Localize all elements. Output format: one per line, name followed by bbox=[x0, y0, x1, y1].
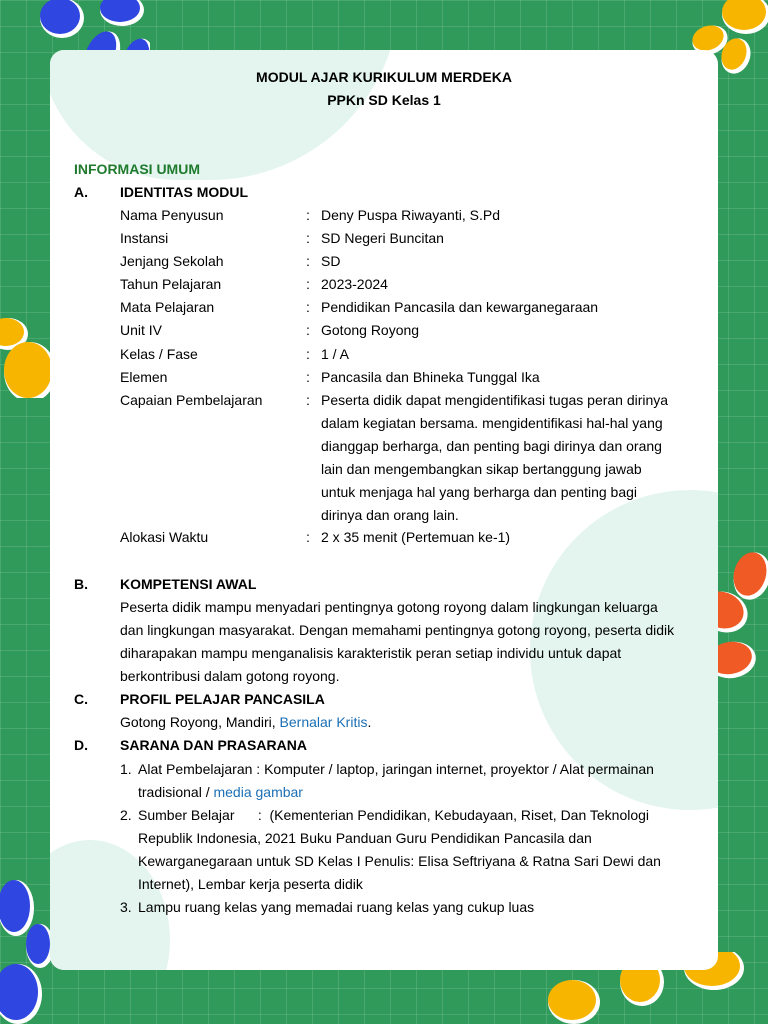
row-value-line: untuk menjaga hal yang berharga dan penting bagi bbox=[321, 484, 638, 500]
bernalar-kritis-link[interactable]: Bernalar Kritis bbox=[279, 714, 368, 730]
row-label: Tahun Pelajaran bbox=[120, 276, 222, 292]
document-title: MODUL AJAR KURIKULUM MERDEKA bbox=[256, 69, 512, 85]
section-b-title: KOMPETENSI AWAL bbox=[120, 576, 257, 592]
row-label: Nama Penyusun bbox=[120, 207, 224, 223]
row-value: 2 x 35 menit (Pertemuan ke-1) bbox=[321, 529, 511, 545]
row-colon: : bbox=[306, 322, 310, 338]
row-value: 2023-2024 bbox=[321, 276, 388, 292]
row-colon: : bbox=[306, 369, 310, 385]
document-subtitle: PPKn SD Kelas 1 bbox=[327, 92, 441, 108]
list-number: 3. bbox=[120, 899, 132, 915]
list-line: Alat Pembelajaran : Komputer / laptop, jaringan internet, proyektor / Alat permainan bbox=[138, 761, 654, 777]
list-line: Kewarganegaraan untuk SD Kelas I Penulis: Elisa Seftriyana & Ratna Sari Dewi dan bbox=[138, 853, 661, 869]
row-colon: : bbox=[306, 207, 310, 223]
row-colon: : bbox=[306, 392, 310, 408]
row-value: Deny Puspa Riwayanti, S.Pd bbox=[321, 207, 500, 223]
row-value: 1 / A bbox=[321, 346, 350, 362]
row-colon: : bbox=[306, 276, 310, 292]
profil-text bbox=[120, 714, 371, 730]
row-label: Instansi bbox=[120, 230, 169, 246]
document-content bbox=[50, 50, 718, 970]
profil-end: . bbox=[367, 714, 372, 730]
row-colon: : bbox=[306, 299, 310, 315]
row-value: Pancasila dan Bhineka Tunggal Ika bbox=[321, 369, 540, 385]
row-value-line: dirinya dan orang lain. bbox=[321, 507, 459, 523]
row-value: Pendidikan Pancasila dan kewarganegaraan bbox=[321, 299, 599, 315]
paragraph-line: Peserta didik mampu menyadari pentingnya gotong royong dalam lingkungan keluarga bbox=[120, 599, 658, 615]
row-value-line: dianggap berharga, dan penting bagi dirinya dan orang bbox=[321, 438, 662, 454]
section-c-title: PROFIL PELAJAR PANCASILA bbox=[120, 691, 325, 707]
paragraph-line: diharapakan mampu menganalisis karakteristik peran setiap individu untuk dapat bbox=[120, 645, 622, 661]
row-value: SD bbox=[321, 253, 341, 269]
list-line: Lampu ruang kelas yang memadai ruang kelas yang cukup luas bbox=[138, 899, 535, 915]
row-value-line: lain dan mengembangkan sikap bertanggung jawab bbox=[321, 461, 642, 477]
list-line: Sumber Belajar : (Kementerian Pendidikan, Kebudayaan, Riset, Dan Teknologi bbox=[138, 807, 650, 823]
row-label: Kelas / Fase bbox=[120, 346, 198, 362]
paragraph-line: dan lingkungan masyarakat. Dengan memahami pentingnya gotong royong, peserta didik bbox=[120, 622, 675, 638]
row-label: Elemen bbox=[120, 369, 168, 385]
section-a-title: IDENTITAS MODUL bbox=[120, 184, 249, 200]
list-line: Internet), Lembar kerja peserta didik bbox=[138, 876, 363, 892]
row-colon: : bbox=[306, 346, 310, 362]
row-colon: : bbox=[306, 529, 310, 545]
list-number: 1. bbox=[120, 761, 132, 777]
row-value: SD Negeri Buncitan bbox=[321, 230, 444, 246]
row-value-line: dalam kegiatan bersama. mengidentifikasi hal-hal yang bbox=[321, 415, 663, 431]
list-line bbox=[138, 784, 303, 800]
paragraph-line: berkontribusi dalam gotong royong. bbox=[120, 668, 340, 684]
list-line: Republik Indonesia, 2021 Buku Panduan Guru Pendidikan Pancasila dan bbox=[138, 830, 592, 846]
list-number: 2. bbox=[120, 807, 132, 823]
profil-plain: Gotong Royong, Mandiri, bbox=[120, 714, 280, 730]
section-d-title: SARANA DAN PRASARANA bbox=[120, 737, 307, 753]
section-c-letter: C. bbox=[74, 691, 88, 707]
row-label: Alokasi Waktu bbox=[120, 529, 209, 545]
section-d-letter: D. bbox=[74, 737, 88, 753]
row-label: Unit IV bbox=[120, 322, 163, 338]
row-label: Capaian Pembelajaran bbox=[120, 392, 263, 408]
document-card bbox=[50, 50, 718, 970]
row-label: Mata Pelajaran bbox=[120, 299, 215, 315]
informasi-umum-heading: INFORMASI UMUM bbox=[74, 161, 200, 177]
row-colon: : bbox=[306, 253, 310, 269]
section-b-letter: B. bbox=[74, 576, 88, 592]
row-colon: : bbox=[306, 230, 310, 246]
row-value-line: Peserta didik dapat mengidentifikasi tugas peran dirinya bbox=[321, 392, 669, 408]
row-value: Gotong Royong bbox=[321, 322, 420, 338]
media-gambar-link[interactable]: media gambar bbox=[213, 784, 303, 800]
row-label: Jenjang Sekolah bbox=[120, 253, 224, 269]
section-a-letter: A. bbox=[74, 184, 88, 200]
list-plain: tradisional / bbox=[138, 784, 214, 800]
